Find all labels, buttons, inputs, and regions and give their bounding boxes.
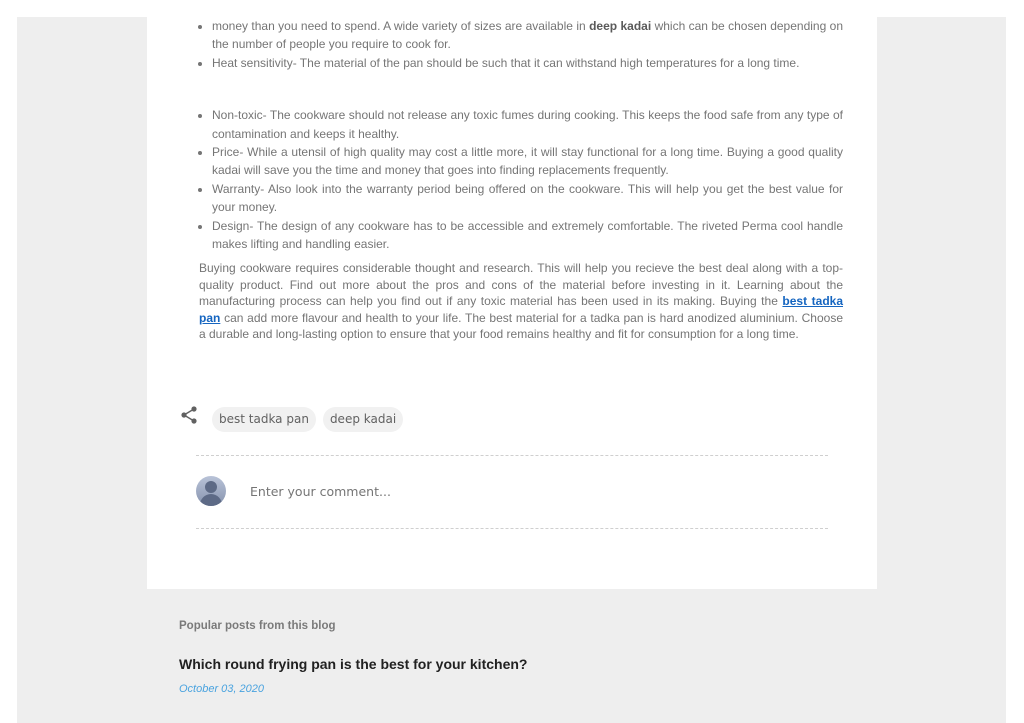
popular-post-date[interactable]: October 03, 2020: [179, 683, 265, 695]
comment-input[interactable]: [250, 481, 810, 501]
list-item: • Non-toxic- The cookware should not release any toxic fumes during cooking. This keeps the food safe from any type of contamination and keeps it healthy.: [212, 106, 843, 143]
post-labels: [212, 407, 403, 432]
bullet-list-top: [199, 17, 843, 72]
closing-paragraph: Buying cookware requires considerable thought and research. This will help you recieve the best deal along with a top-quality product. Find out more about the pros and cons of the material before investing in it. Learning about the manufacturing process can help you find out if any toxic material has been used in its making. Buying the best tadka pan can add more flavour and health to your life. The best material for a tadka pan is hard anodized aluminium. Choose a durable and long-lasting option to ensure that your food remains healthy and fit for consumption for a long time.: [199, 261, 843, 342]
list-item: • Warranty- Also look into the warranty period being offered on the cookware. This will help you get the best value for your money.: [212, 180, 843, 217]
popular-posts-heading: Popular posts from this blog: [179, 620, 336, 632]
list-item: • money than you need to spend. A wide variety of sizes are available in deep kadai which can be chosen depending on the number of people you require to cook for.: [212, 17, 843, 54]
user-avatar-icon: [196, 476, 226, 506]
bold-keyword: deep kadai: [589, 19, 652, 33]
best-tadka-pan-link[interactable]: best tadka pan: [199, 294, 843, 325]
bullet-list-bottom: [199, 106, 843, 253]
list-item: • Heat sensitivity- The material of the pan should be such that it can withstand high temperatures for a long time.: [212, 54, 843, 72]
share-icon[interactable]: [181, 406, 197, 424]
list-item: • Design- The design of any cookware has to be accessible and extremely comfortable. The riveted Perma cool handle makes lifting and handling easier.: [212, 217, 843, 254]
label-chip-best-tadka-pan[interactable]: best tadka pan: [212, 407, 316, 432]
label-chip-deep-kadai[interactable]: deep kadai: [323, 407, 403, 432]
article-body: [199, 17, 843, 343]
popular-post-title[interactable]: Which round frying pan is the best for your kitchen?: [179, 656, 528, 672]
comment-box: [196, 455, 828, 529]
list-item: • Price- While a utensil of high quality may cost a little more, it will stay functional for a long time. Buying a good quality kadai will save you the time and money that goes into finding replacements frequently.: [212, 143, 843, 180]
post-card: [147, 17, 877, 589]
